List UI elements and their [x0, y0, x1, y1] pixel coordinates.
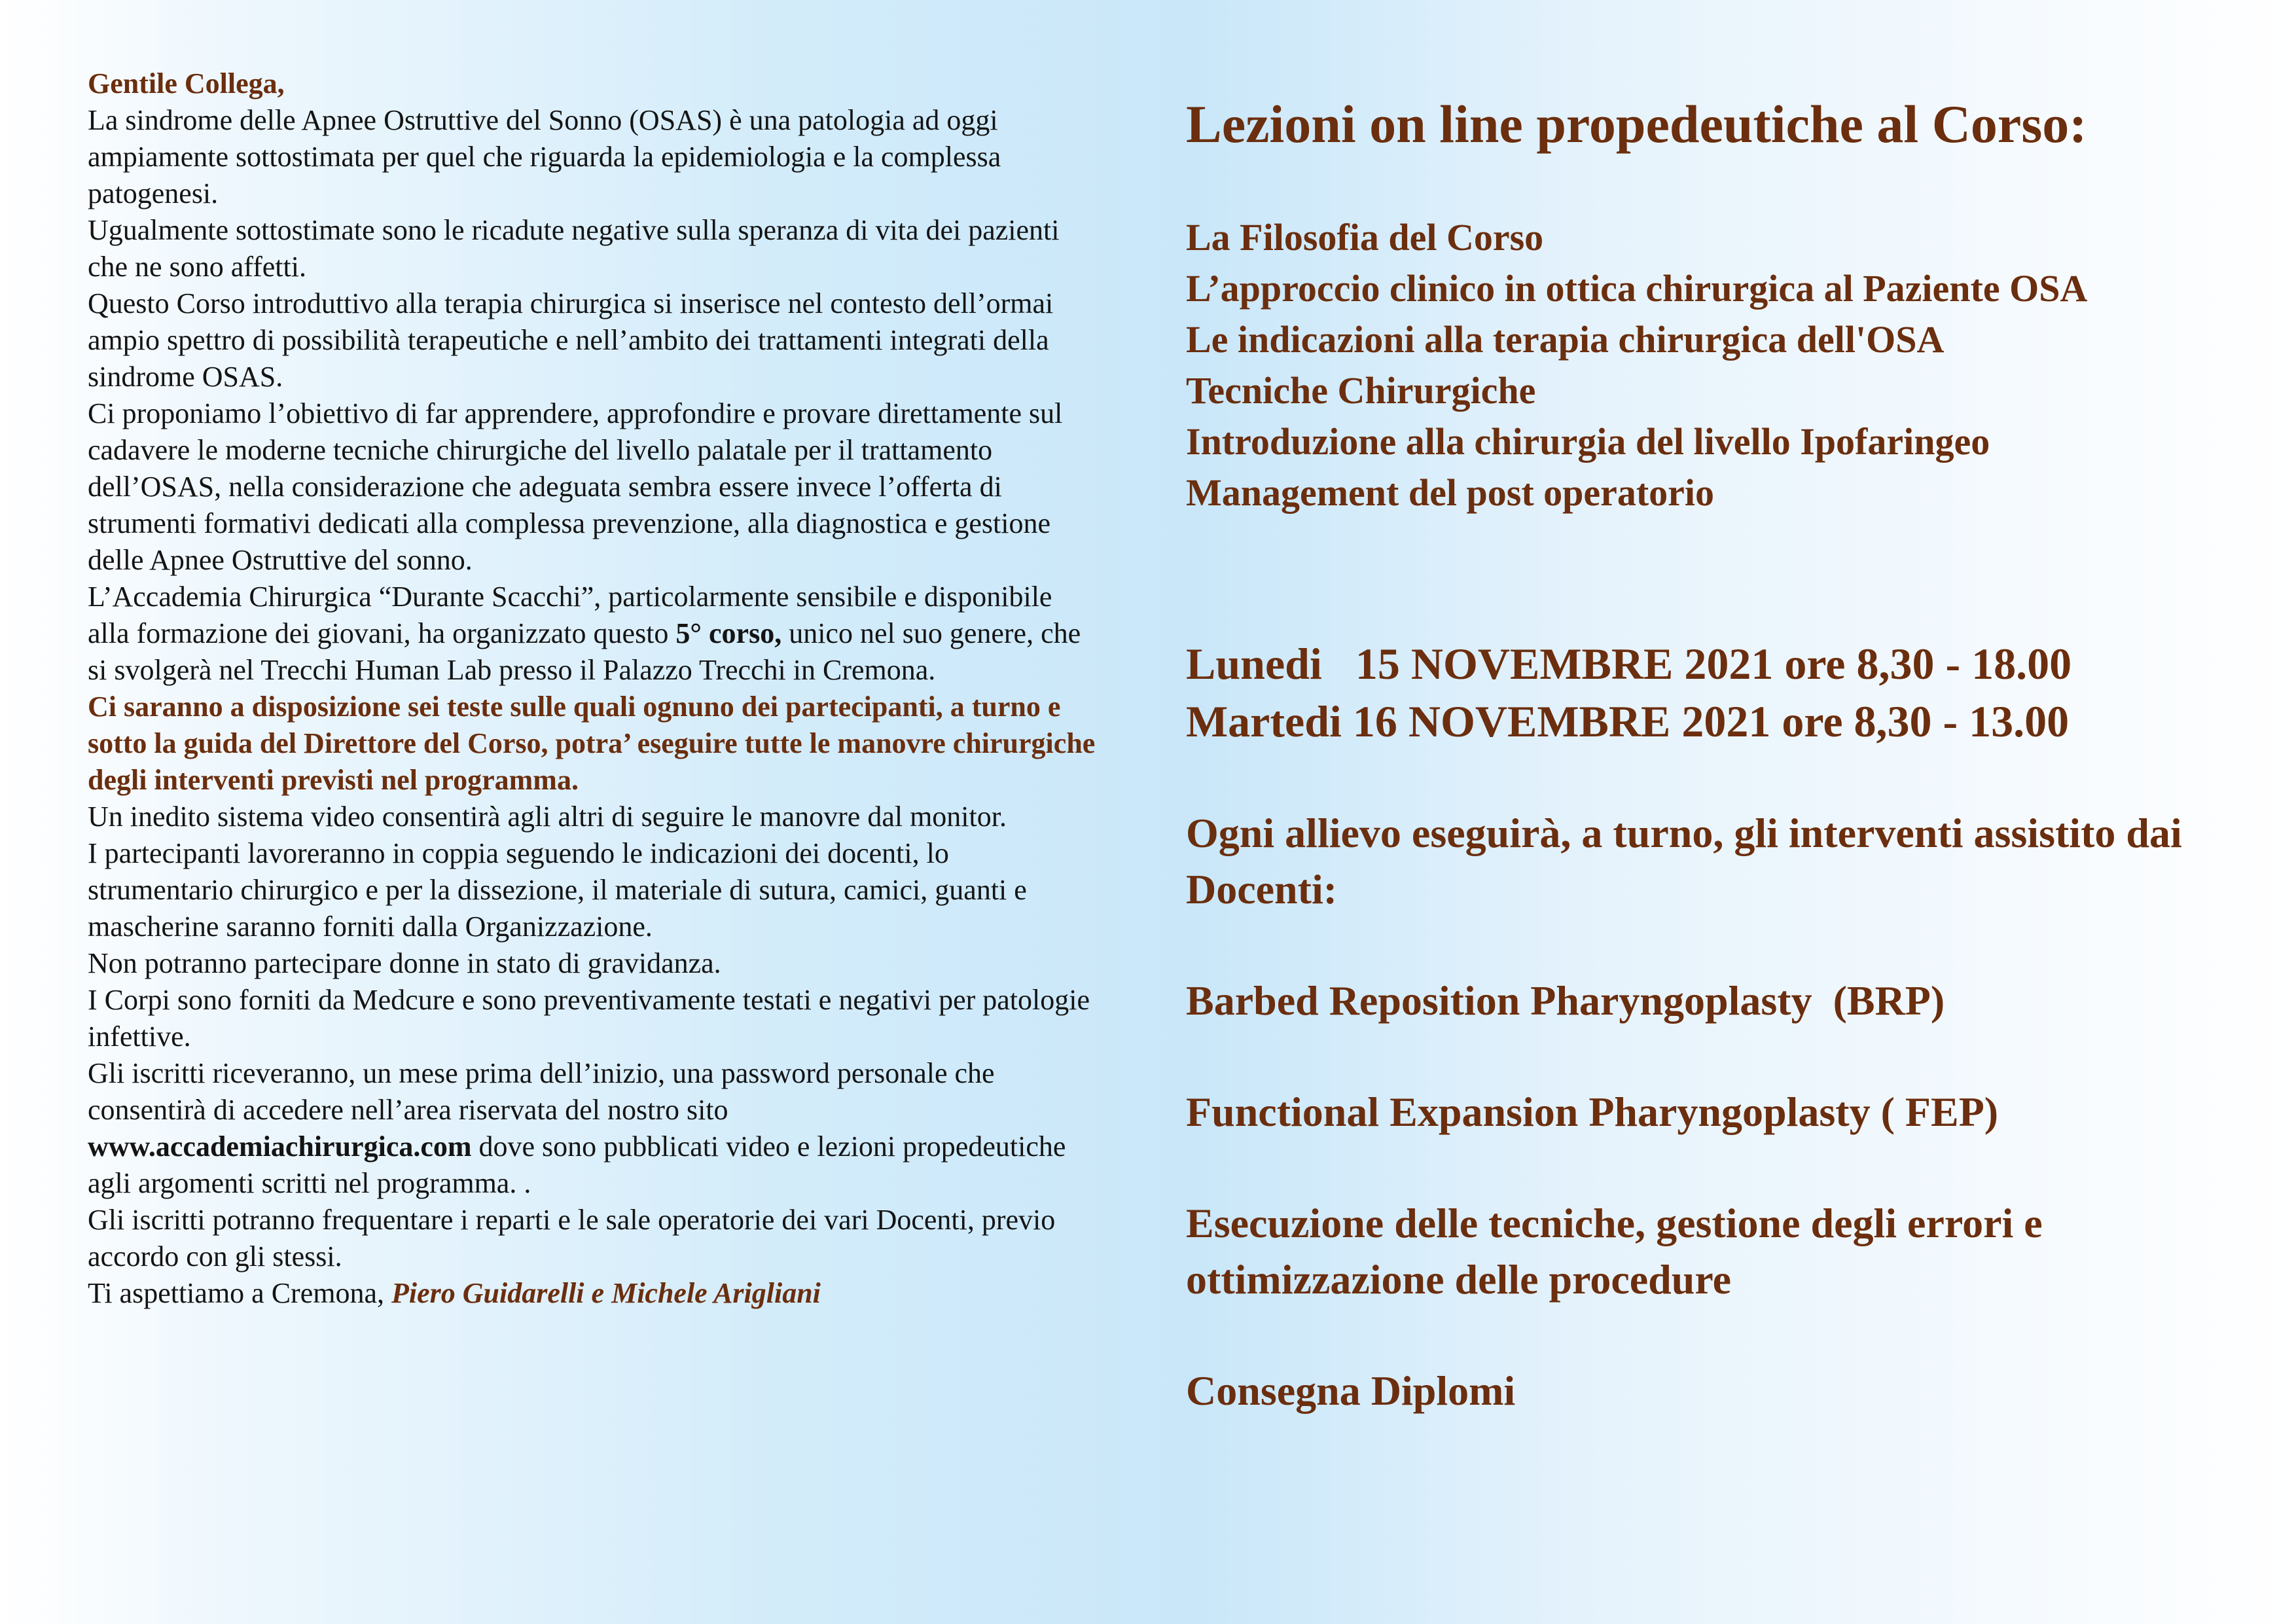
website-link[interactable]: www.accademiachirurgica.com	[88, 1130, 472, 1163]
topic-indications: Le indicazioni alla terapia chirurgica dell'OSA	[1186, 318, 1945, 361]
signature: Piero Guidarelli e Michele Arigliani	[391, 1277, 821, 1309]
topic-post-op: Management del post operatorio	[1186, 471, 1715, 514]
spacer	[1186, 157, 2272, 212]
spacer	[1186, 1308, 2272, 1363]
letter-paragraph-life-expectancy: Ugualmente sottostimate sono le ricadute negative sulla speranza di vita dei pazienti che ne sono affetti.	[88, 214, 1060, 283]
program-headline: Lezioni on line propedeutiche al Corso:	[1186, 94, 2087, 154]
letter-greeting: Gentile Collega,	[88, 67, 285, 99]
procedure-brp: Barbed Reposition Pharyngoplasty (BRP)	[1186, 977, 1945, 1024]
topic-clinical-approach: L’approccio clinico in ottica chirurgica al Paziente OSA	[1186, 267, 2088, 310]
closing-text: Ti aspettiamo a Cremona,	[88, 1277, 391, 1309]
letter-paragraph-osas: La sindrome delle Apnee Ostruttive del Sonno (OSAS) è una patologia ad oggi ampiamente sottostimata per quel che riguarda la epidemiologia e la complessa patogenesi.	[88, 104, 1001, 209]
execution-note: Esecuzione delle tecniche, gestione degli errori e ottimizzazione delle procedure	[1186, 1200, 2043, 1303]
topic-hypopharyngeal: Introduzione alla chirurgia del livello Ipofaringeo	[1186, 420, 1990, 463]
letter-paragraph-objective: Ci proponiamo l’obiettivo di far apprendere, approfondire e provare direttamente sul cadavere le moderne tecniche chirurgiche del livello palatale per il trattamento dell’OSAS, nella considerazione che adeguata sembra essere invece l’offerta di strumenti formativi dedicati alla complessa prevenzione, alla diagnostica e gestione delle Apnee Ostruttive del sonno.	[88, 397, 1063, 576]
letter-column	[88, 65, 1096, 1312]
program-column	[1186, 92, 2272, 1419]
letter-highlight-heads: Ci saranno a disposizione sei teste sulle quali ognuno dei partecipanti, a turno e sotto la guida del Direttore del Corso, potra’ eseguire tutte le manovre chirurgiche degli interventi previsti nel programma.	[88, 691, 1096, 796]
spacer	[1186, 918, 2272, 973]
spacer	[1186, 750, 2272, 805]
letter-paragraph-visits: Gli iscritti potranno frequentare i reparti e le sale operatorie dei vari Docenti, previo accordo con gli stessi.	[88, 1204, 1056, 1272]
spacer	[1186, 518, 2272, 635]
letter-paragraph-medcure: I Corpi sono forniti da Medcure e sono preventivamente testati e negativi per patologie infettive.	[88, 984, 1090, 1053]
letter-paragraph-video: Un inedito sistema video consentirà agli altri di seguire le manovre dal monitor.	[88, 801, 1007, 833]
academy-text-after: unico nel suo genere, che si svolgerà nel Trecchi Human Lab presso il Palazzo Trecchi in Cremona.	[88, 617, 1081, 686]
student-note: Ogni allievo eseguirà, a turno, gli interventi assistito dai Docenti:	[1186, 810, 2182, 912]
letter-paragraph-academy	[88, 579, 1096, 689]
letter-paragraph-pregnancy: Non potranno partecipare donne in stato di gravidanza.	[88, 947, 721, 979]
spacer	[1186, 1140, 2272, 1195]
letter-paragraph-password	[88, 1055, 1096, 1202]
spacer	[1186, 1029, 2272, 1084]
letter-closing	[88, 1275, 1096, 1312]
procedure-fep: Functional Expansion Pharyngoplasty ( FEP)	[1186, 1089, 1999, 1135]
password-text: Gli iscritti riceveranno, un mese prima dell’inizio, una password personale che consentirà di accedere nell’area riservata del nostro sito	[88, 1057, 995, 1126]
academy-text-before: L’Accademia Chirurgica “Durante Scacchi”, particolarmente sensibile e disponibile alla formazione dei giovani, ha organizzato questo	[88, 581, 1052, 649]
letter-paragraph-equipment: I partecipanti lavoreranno in coppia seguendo le indicazioni dei docenti, lo strumentario chirurgico e per la dissezione, il materiale di sutura, camici, guanti e mascherine saranno forniti dalla Organizzazione.	[88, 837, 1027, 943]
academy-course-number: 5° corso,	[675, 617, 782, 649]
topic-philosophy: La Filosofia del Corso	[1186, 216, 1544, 259]
letter-paragraph-course-context: Questo Corso introduttivo alla terapia chirurgica si inserisce nel contesto dell’ormai ampio spettro di possibilità terapeutiche e nell’ambito dei trattamenti integrati della sindrome OSAS.	[88, 287, 1054, 393]
topic-surgical-techniques: Tecniche Chirurgiche	[1186, 369, 1536, 412]
date-monday: Lunedi 15 NOVEMBRE 2021 ore 8,30 - 18.00	[1186, 639, 2072, 689]
date-tuesday: Martedi 16 NOVEMBRE 2021 ore 8,30 - 13.00	[1186, 696, 2070, 746]
diplomas-note: Consegna Diplomi	[1186, 1367, 1516, 1414]
website-after-text: dove sono pubblicati video e lezioni propedeutiche agli argomenti scritti nel programma. .	[88, 1130, 1066, 1199]
